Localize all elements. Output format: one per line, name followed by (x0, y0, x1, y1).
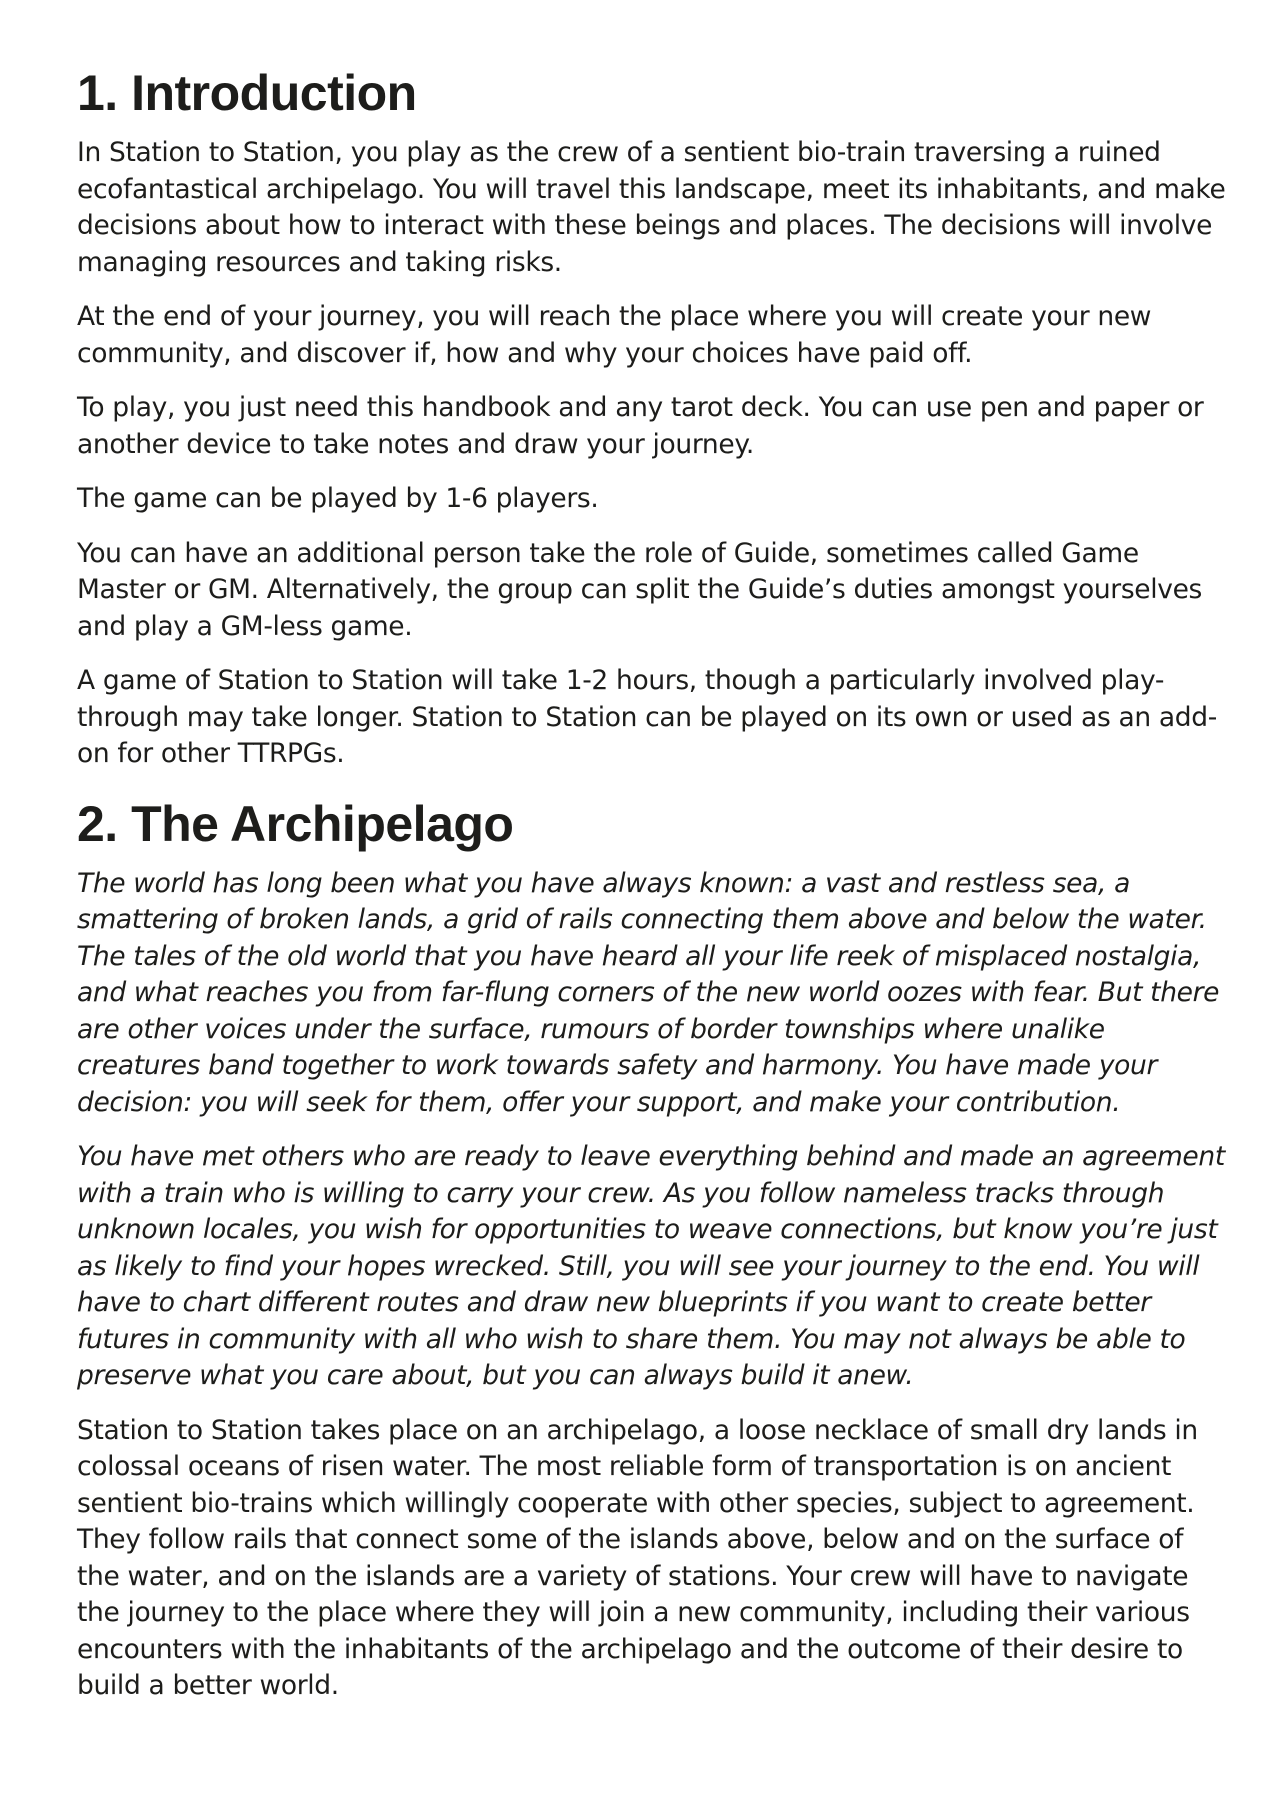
paragraph: In Station to Station, you play as the crew of a sentient bio-train traversing a ruined ecofantastical archipelago. You will travel this landscape, meet its inhabitants, and make decisions about how to interact with these beings and places. The decisions will involve managing resources and taking risks. (77, 137, 1226, 278)
document-page (77, 66, 1227, 1723)
paragraph: To play, you just need this handbook and any tarot deck. You can use pen and paper or another device to take notes and draw your journey. (77, 392, 1204, 460)
italic-paragraph: You have met others who are ready to leave everything behind and made an agreement with a train who is willing to carry your crew. As you follow nameless tracks through unknown locales, you wish for opportunities to weave connections, but know you’re just as likely to find your hopes wrecked. Still, you will see your journey to the end. You will have to chart different routes and draw new blueprints if you want to create better futures in community with all who wish to share them. You may not always be able to preserve what you care about, but you can always build it anew. (77, 1141, 1225, 1391)
paragraph: The game can be played by 1-6 players. (77, 483, 599, 514)
paragraph: You can have an additional person take the role of Guide, sometimes called Game Master or GM. Alternatively, the group can split the Guide’s duties amongst yourselves and play a GM-less game. (77, 537, 1203, 642)
section-heading-archipelago: 2. The Archipelago (77, 795, 514, 852)
paragraph: Station to Station takes place on an archipelago, a loose necklace of small dry lands in colossal oceans of risen water. The most reliable form of transportation is on ancient sentient bio-trains which willingly cooperate with other species, subject to agreement. They follow rails that connect some of the islands above, below and on the surface of the water, and on the islands are a variety of stations. Your crew will have to navigate the journey to the place where they will join a new community, including their various encounters with the inhabitants of the archipelago and the outcome of their desire to build a better world. (77, 1414, 1198, 1701)
paragraph: A game of Station to Station will take 1-2 hours, though a particularly involved play-through may take longer. Station to Station can be played on its own or used as an add-on for other TTRPGs. (77, 665, 1217, 769)
section-introduction (77, 66, 1227, 773)
paragraph: At the end of your journey, you will reach the place where you will create your new community, and discover if, how and why your choices have paid off. (77, 301, 1152, 369)
italic-paragraph: The world has long been what you have always known: a vast and restless sea, a smattering of broken lands, a grid of rails connecting them above and below the water. The tales of the old world that you have heard all your life reek of misplaced nostalgia, and what reaches you from far-flung corners of the new world oozes with fear. But there are other voices under the surface, rumours of border townships where unalike creatures band together to work towards safety and harmony. You have made your decision: you will seek for them, offer your support, and make your contribution. (77, 867, 1220, 1118)
section-heading-introduction: 1. Introduction (77, 65, 417, 121)
section-archipelago (77, 797, 1227, 1705)
